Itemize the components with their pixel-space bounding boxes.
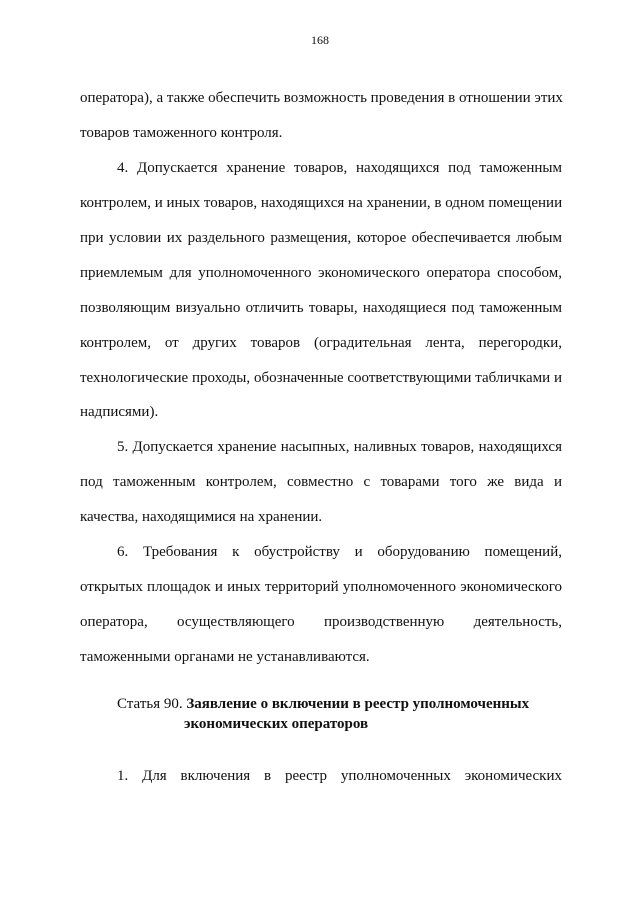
page-number: 168	[311, 33, 329, 47]
article-heading	[117, 694, 529, 714]
text-line: позволяющим визуально отличить товары, находящиеся под таможенным	[80, 300, 562, 316]
text-line: оператора), а также обеспечить возможность проведения в отношении этих	[80, 90, 563, 106]
article-title-continuation: экономических операторов	[184, 716, 369, 732]
text-line: под таможенным контролем, совместно с товарами того же вида и	[80, 474, 562, 490]
text-line: 1. Для включения в реестр уполномоченных экономических	[117, 768, 562, 784]
text-line: контролем, и иных товаров, находящихся на хранении, в одном помещении	[80, 195, 563, 211]
text-line: таможенными органами не устанавливаются.	[80, 649, 370, 665]
text-line: 4. Допускается хранение товаров, находящихся под таможенным	[117, 160, 562, 176]
text-line: приемлемым для уполномоченного экономического оператора способом,	[80, 265, 562, 281]
text-line: качества, находящимися на хранении.	[80, 509, 323, 525]
text-line: контролем, от других товаров (оградительная лента, перегородки,	[80, 335, 562, 351]
article-label: Статья 90.	[117, 696, 183, 712]
text-line: оператора, осуществляющего производственную деятельность,	[80, 614, 562, 630]
article-title: Заявление о включении в реестр уполномоченных	[186, 696, 530, 712]
text-line: товаров таможенного контроля.	[80, 125, 283, 141]
text-line: открытых площадок и иных территорий уполномоченного экономического	[80, 579, 562, 595]
text-line: 6. Требования к обустройству и оборудованию помещений,	[117, 544, 562, 560]
text-line: 5. Допускается хранение насыпных, наливных товаров, находящихся	[117, 439, 562, 455]
text-line: при условии их раздельного размещения, которое обеспечивается любым	[80, 230, 562, 246]
text-line: надписями).	[80, 404, 159, 420]
text-line: технологические проходы, обозначенные соответствующими табличками и	[80, 370, 562, 386]
